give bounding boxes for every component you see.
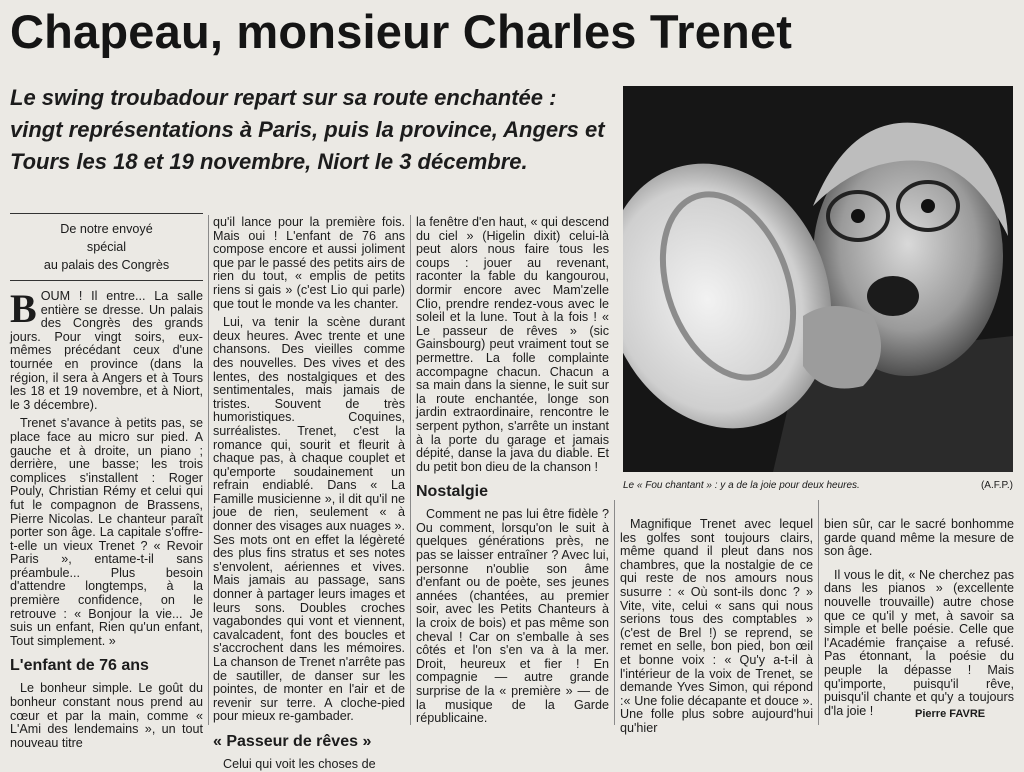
photo-illustration [623,86,1013,472]
author-signature: Pierre FAVRE [915,708,986,720]
lead-paragraph [10,286,203,412]
paragraph: Le bonheur simple. Le goût du bonheur constant nous prend au cœur et par la main, comme « L'Ami des lendemains », un tout nouveau titre [10,681,203,750]
column-rule [208,215,209,725]
paragraph: qu'il lance pour la première fois. Mais oui ! L'enfant de 76 ans compose encore et aussi joliment que par le passé des petits airs de rien du tout, « emplis de petits riens si gais » (c'est Lio qui parle) que tout le monde va les chanter. [213,215,405,311]
paragraph: Comment ne pas lui être fidèle ? Ou comment, lorsqu'on le suit à quelques générations près, ne pas se laisser entraîner ? Avec lui, personne n'oublie son âme d'enfant ou de poète, ses jeunes années (chantées, au premier soir, avec les Petits Chanteurs à la croix de bois) et pas même son cheval ! Car on s'emballe à ses côtés et l'on s'en va à la mer. Droit, heureux et fier ! En compagnie — autre grande surprise de la « première » — de la musique de la Garde républicaine. [416,507,609,726]
subhead-enfant: L'enfant de 76 ans [10,657,149,675]
column-1 [10,286,203,750]
column-2 [213,216,405,772]
column-4 [620,518,813,736]
column-rule [614,500,615,725]
paragraph: Lui, va tenir la scène durant deux heures. Avec trente et une chansons. Des vieilles comme des nouvelles. Des vives et des lentes, des nostalgiques et des sentimentales, mais jamais de tristes. Souvent de très humoristiques. Coquines, surréalistes. Trenet, c'est la romance qui, sourit et fleurit à chaque pas, à chaque couplet et qu'emporte soudainement un refrain endiablé. Dans « La Famille musicienne », il dit qu'il ne joue de rien, seulement « à donner des visages aux nuages ». Ses mots ont en effet la légèreté des plus fins stratus et ses notes s'envolent, aériennes et vives. Mais jamais au passage, sans donner à partager leurs images et leurs sons. Doubles croches vagabondes qui vont et viennent, cavalcadent, font des boucles et s'accrochent dans les mémoires. La chanson de Trenet n'arrête pas de sautiller, de danser sur les pointes, de monter en l'air et de revenir sur terre. A cloche-pied pour mieux re-gambader. [213,315,405,724]
paragraph: Magnifique Trenet avec lequel les golfes sont toujours clairs, même quand il pleut dans nos chambres, que la nostalgie de ce qui reste de nos amours nous susurre : « Où sont-ils donc ? » Vite, vite, celui « sans qui nous serions tous des comptables » (c'est de Brel !) se reprend, se remet en selle, bon pied, bon œil et bonne voix : « Qu'y a-t-il à l'intérieur de la voix de Trenet, se demande Yves Simon, qui répond :« Une folie décapante et douce ». Une folle plus sobre aujourd'hui qu'hier [620,517,813,735]
paragraph: bien sûr, car le sacré bonhomme garde quand même la mesure de son âge. [824,517,1014,559]
lead-text: OUM ! Il entre... La salle entière se dresse. Un palais des Congrès des grands jours. Pour vingt soirs, eux-mêmes précédant ceux d'une tournée en province (dans la région, il sera à Angers et à Tours les 18 et 19 novembre, et à Niort, le 3 décembre). [10,289,203,412]
paragraph: Il vous le dit, « Ne cherchez pas dans les pianos » (excellente nouvelle trouvaille) autre chose que ce qu'il y met, à savoir sa simple et belle poésie. Celle que l'Académie française a refusé. Pas étonnant, la poésie du peuple la dépasse ! Mais qu'importe, puisqu'il rêve, puisqu'il chante et qu'y a toujours d'la joie ! [824,567,1014,718]
byline-line-3: au palais des Congrès [43,258,170,272]
paragraph: Trenet s'avance à petits pas, se place face au micro sur pied. A gauche et à droite, un piano ; derrière, une basse; les trois complices s'installent : Roger Pouly, Christian Rémy et celui qui fut le compagnon de Brassens, Pierre Nicolas. Le chanteur paraît porter son âge. La capitale s'offre-t-elle un vieux Trenet ? « Revoir Paris », entame-t-il sans préambule... Plus besoin d'attendre longtemps, à la première confidence, on le retrouve : « Bonjour la vie... Je suis un enfant, Rien qu'un enfant, Tout simplement. » [10,416,203,648]
paragraph: la fenêtre d'en haut, « qui descend du ciel » (Higelin dixit) celui-là peut alors nous faire tous les coups : jouer au revenant, raconter la fable du kangourou, dormir encore avec Mam'zelle Clio, prendre rendez-vous avec le soleil et la lune. Tout à la fois ! « Le passeur de rêves » (sic Gainsbourg) peut vraiment tout se permettre. La folle complainte accompagne chacun. Chacun a sa main dans la sienne, le suit sur la route enchantée, longe son jardin extraordinaire, rencontre le serpent python, s'arrête un instant à la porte du garage et jamais dépité, danse la java du diable. Et du petit bon dieu de la chanson ! [416,215,609,474]
column-5 [824,518,1014,718]
photo-charles-trenet [623,86,1013,472]
drop-cap: B [10,286,37,331]
column-3 [416,216,609,726]
subhead-nostalgie: Nostalgie [416,483,489,501]
deck: Le swing troubadour repart sur sa route enchantée : vingt représentations à Paris, puis la province, Angers et Tours les 18 et 19 novembre, Niort le 3 décembre. [10,85,605,174]
paragraph: Celui qui voit les choses de [223,756,376,771]
subhead-passeur: « Passeur de rêves » [213,732,372,750]
byline-line-1: De notre envoyé [60,222,153,236]
headline: Chapeau, monsieur Charles Trenet [10,5,793,58]
caption-text: Le « Fou chantant » : y a de la joie pour deux heures. [623,480,860,491]
column-rule [410,215,411,725]
byline-line-2: spécial [86,240,127,254]
column-rule [818,500,819,725]
byline [10,213,203,281]
photo-caption [623,479,1013,493]
photo-credit: (A.F.P.) [980,480,1013,491]
